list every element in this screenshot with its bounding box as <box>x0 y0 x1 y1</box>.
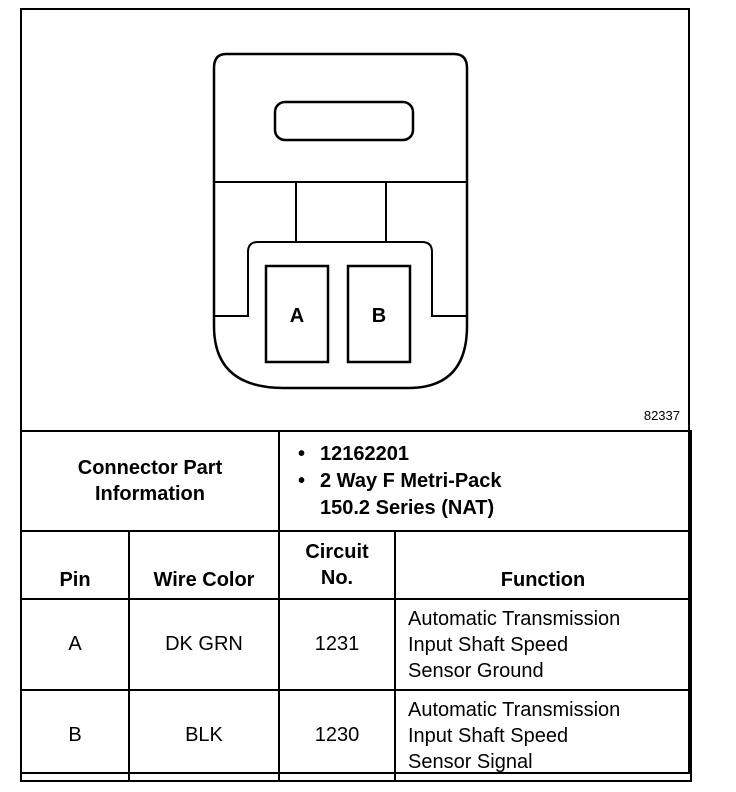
connector-description-line1: • 2 Way F Metri-Pack <box>320 468 690 495</box>
function-line: Input Shaft Speed <box>408 633 569 656</box>
connector-face-diagram <box>22 10 688 430</box>
terminal-housing-outline <box>214 242 467 316</box>
header-pin: Pin <box>21 531 129 599</box>
header-circuit-no <box>279 531 395 599</box>
function-cell <box>395 690 691 781</box>
table-row <box>21 690 691 781</box>
function-cell <box>395 599 691 690</box>
part-info-label-line1: Connector Part <box>77 457 223 479</box>
figure-id: 82337 <box>643 408 680 423</box>
function-line: Automatic Transmission <box>408 698 621 721</box>
connector-description-line2: 150.2 Series (NAT) <box>320 496 495 519</box>
function-line: Input Shaft Speed <box>408 724 569 747</box>
connector-info-table <box>20 430 692 782</box>
function-line: Sensor Ground <box>408 659 544 682</box>
locking-tab-slot <box>275 102 413 140</box>
function-line: Automatic Transmission <box>408 607 621 630</box>
table-row <box>21 599 691 690</box>
part-info-details <box>279 431 691 531</box>
wire-color-cell: BLK <box>129 690 279 781</box>
header-function: Function <box>395 531 691 599</box>
connector-part-info-label <box>21 431 279 531</box>
part-number: • 12162201 <box>320 441 690 468</box>
connector-drawing <box>22 10 688 430</box>
pin-cell: B <box>21 690 129 781</box>
pin-cell: A <box>21 599 129 690</box>
header-circuit-line2: No. <box>320 567 354 589</box>
column-header-row <box>21 531 691 599</box>
function-line: Sensor Signal <box>408 750 533 773</box>
connector-body-outline <box>214 54 467 388</box>
pin-label-b: B <box>371 305 387 327</box>
header-circuit-line1: Circuit <box>305 541 369 563</box>
connector-figure-frame <box>20 8 690 774</box>
circuit-cell: 1231 <box>279 599 395 690</box>
part-info-label-line2: Information <box>95 483 205 505</box>
part-info-row <box>21 431 691 531</box>
pin-label-a: A <box>289 305 305 327</box>
wire-color-cell: DK GRN <box>129 599 279 690</box>
header-wire-color: Wire Color <box>129 531 279 599</box>
circuit-cell: 1230 <box>279 690 395 781</box>
